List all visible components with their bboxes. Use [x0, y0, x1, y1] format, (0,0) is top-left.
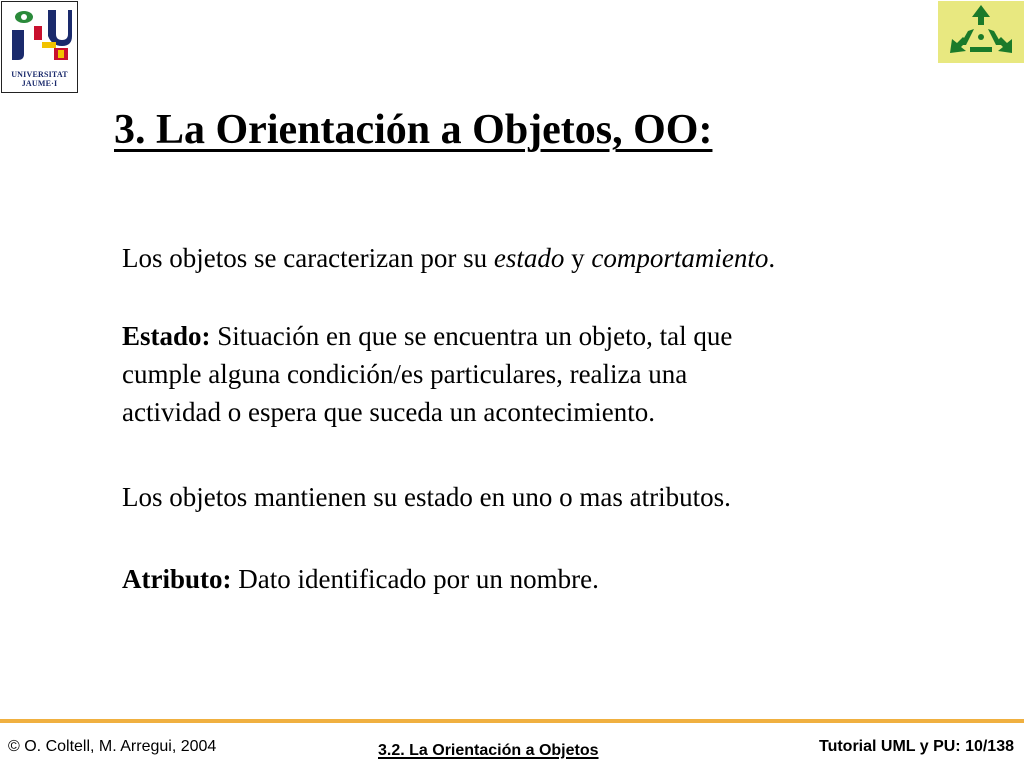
estado-line-1 — [122, 317, 732, 355]
university-logo — [1, 1, 78, 93]
estado-term: Estado: — [122, 321, 211, 351]
para1-text-b: y — [564, 243, 592, 273]
footer-copyright: © O. Coltell, M. Arregui, 2004 — [8, 738, 217, 755]
footer-page-number: Tutorial UML y PU: 10/138 — [818, 738, 1014, 755]
triangle-arrows-logo — [938, 1, 1024, 63]
para1-em-estado: estado — [493, 243, 565, 273]
atributo-text: Dato identificado por un nombre. — [231, 564, 599, 594]
estado-line-3: actividad o espera que suceda un acontecimiento. — [122, 397, 656, 427]
para1-text-c: . — [768, 243, 776, 273]
university-logo-icon — [2, 2, 77, 68]
para1-text-a: Los objetos se caracterizan por su — [122, 243, 494, 273]
university-logo-line1: UNIVERSITAT — [11, 70, 68, 79]
estado-text-1: Situación en que se encuentra un objeto, tal que — [210, 321, 733, 351]
estado-line-2: cumple alguna condición/es particulares, realiza una — [122, 359, 688, 389]
atributo-term: Atributo: — [122, 564, 232, 594]
university-logo-line2: JAUME·I — [21, 79, 58, 88]
paragraph-objects-characterized — [122, 239, 775, 277]
triangle-arrows-icon — [938, 1, 1024, 63]
footer-section-title: 3.2. La Orientación a Objetos — [378, 742, 599, 759]
para1-em-comportamiento: comportamiento — [591, 243, 769, 273]
footer-divider — [0, 719, 1024, 723]
paragraph-objects-state-attributes: Los objetos mantienen su estado en uno o mas atributos. — [122, 482, 731, 512]
slide-title: 3. La Orientación a Objetos, OO: — [114, 107, 713, 153]
paragraph-estado-definition — [122, 317, 732, 431]
paragraph-atributo-definition — [122, 560, 599, 598]
